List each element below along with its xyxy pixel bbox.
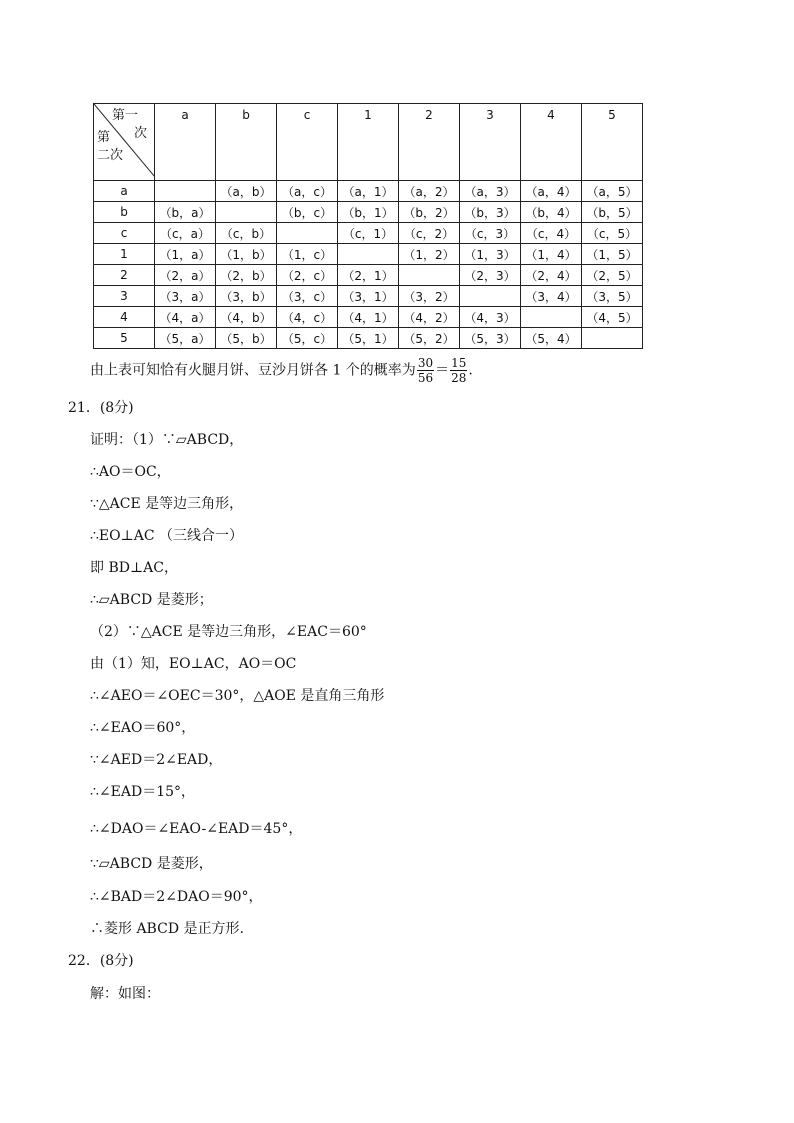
corner-label-second: 二次 <box>97 148 124 163</box>
equals-sign: ＝ <box>435 362 450 379</box>
table-cell: （b，4） <box>521 202 582 223</box>
table-row <box>94 181 643 202</box>
table-row <box>94 244 643 265</box>
column-header: c <box>277 104 338 181</box>
table-cell: （3，4） <box>521 286 582 307</box>
table-cell: （4，b） <box>216 307 277 328</box>
table-cell: （4，a） <box>155 307 216 328</box>
table-cell: （a，2） <box>399 181 460 202</box>
table-cell: （2，a） <box>155 265 216 286</box>
table-cell: （5，1） <box>338 328 399 349</box>
table-cell: （b，a） <box>155 202 216 223</box>
table-cell: （3，1） <box>338 286 399 307</box>
table-cell <box>521 307 582 328</box>
row-header: c <box>94 223 155 244</box>
column-header: 3 <box>460 104 521 181</box>
table-cell: （c，b） <box>216 223 277 244</box>
proof-line: （2）∵△ACE 是等边三角形，∠EAC＝60° <box>90 624 367 640</box>
table-corner-cell <box>94 104 155 181</box>
table-body <box>94 181 643 349</box>
table-cell: （c，5） <box>582 223 643 244</box>
table-cell: （5，c） <box>277 328 338 349</box>
table-cell: （4，5） <box>582 307 643 328</box>
table-cell: （1，a） <box>155 244 216 265</box>
table-cell: （2，4） <box>521 265 582 286</box>
proof-line: ∴∠EAO＝60°， <box>90 720 196 736</box>
proof-line: ∴∠EAD＝15°， <box>90 784 196 800</box>
table-cell: （c，4） <box>521 223 582 244</box>
table-cell: （c，a） <box>155 223 216 244</box>
table-cell: （1，5） <box>582 244 643 265</box>
table-cell: （3，b） <box>216 286 277 307</box>
row-header: 3 <box>94 286 155 307</box>
table-cell: （1，c） <box>277 244 338 265</box>
proof-line: ∴AO＝OC， <box>90 464 171 480</box>
proof-line: ∴▱ABCD 是菱形； <box>90 592 213 608</box>
table-cell: （1，b） <box>216 244 277 265</box>
proof-line: 证明：（1）∵▱ABCD， <box>90 432 244 448</box>
table-cell: （3，5） <box>582 286 643 307</box>
table-cell: （1，2） <box>399 244 460 265</box>
table-cell: （2，3） <box>460 265 521 286</box>
fraction-30-56 <box>417 356 434 385</box>
table-cell: （a，5） <box>582 181 643 202</box>
proof-line: ∴∠BAD＝2∠DAO＝90°， <box>90 889 263 905</box>
table-row <box>94 202 643 223</box>
table-cell: （c，1） <box>338 223 399 244</box>
row-header: b <box>94 202 155 223</box>
table-cell: （3，c） <box>277 286 338 307</box>
table-cell: （b，2） <box>399 202 460 223</box>
proof-line: ∴菱形 ABCD 是正方形. <box>90 921 244 937</box>
table-cell: （4，2） <box>399 307 460 328</box>
column-header: b <box>216 104 277 181</box>
question-21-heading: 21．(8分) <box>68 400 134 416</box>
fraction-numerator: 30 <box>417 356 434 370</box>
table-cell: （4，c） <box>277 307 338 328</box>
table-cell: （4，1） <box>338 307 399 328</box>
row-header: a <box>94 181 155 202</box>
question-22-heading: 22．(8分) <box>68 953 134 969</box>
row-header: 5 <box>94 328 155 349</box>
proof-line: ∵△ACE 是等边三角形， <box>90 496 244 512</box>
table-cell: （a，1） <box>338 181 399 202</box>
table-row <box>94 307 643 328</box>
table-cell: （5，2） <box>399 328 460 349</box>
table-cell: （b，5） <box>582 202 643 223</box>
proof-line: 由（1）知，EO⊥AC，AO＝OC <box>90 656 297 672</box>
conclusion-text: 由上表可知恰有火腿月饼、豆沙月饼各 1 个的概率为 <box>90 362 416 379</box>
proof-line: ∴∠AEO＝∠OEC＝30°，△AOE 是直角三角形 <box>90 688 385 704</box>
table-cell: （2，c） <box>277 265 338 286</box>
row-header: 4 <box>94 307 155 328</box>
table-cell: （3，a） <box>155 286 216 307</box>
corner-label-first: 第一 <box>112 108 139 123</box>
probability-conclusion <box>90 356 473 385</box>
table-cell: （a，4） <box>521 181 582 202</box>
table-cell: （5，b） <box>216 328 277 349</box>
outcome-table <box>93 103 643 349</box>
column-header: 1 <box>338 104 399 181</box>
table-cell <box>582 328 643 349</box>
table-row <box>94 265 643 286</box>
table-cell: （5，3） <box>460 328 521 349</box>
corner-label-ci: 次 <box>134 126 148 141</box>
table-cell <box>399 265 460 286</box>
fraction-15-28 <box>450 356 467 385</box>
proof-line: ∵▱ABCD 是菱形， <box>90 856 213 872</box>
table-cell: （b，3） <box>460 202 521 223</box>
table-cell: （1，4） <box>521 244 582 265</box>
corner-label-di: 第 <box>97 130 111 145</box>
column-header: 4 <box>521 104 582 181</box>
table-cell: （5，4） <box>521 328 582 349</box>
table-cell <box>216 202 277 223</box>
row-header: 1 <box>94 244 155 265</box>
row-header: 2 <box>94 265 155 286</box>
column-header: 5 <box>582 104 643 181</box>
table-row <box>94 286 643 307</box>
table-cell: （a，b） <box>216 181 277 202</box>
proof-line: 即 BD⊥AC， <box>90 560 178 576</box>
proof-line: ∴∠DAO＝∠EAO-∠EAD＝45°， <box>90 821 303 837</box>
table-cell <box>460 286 521 307</box>
table-row <box>94 328 643 349</box>
table-cell: （1，3） <box>460 244 521 265</box>
table-cell: （a，3） <box>460 181 521 202</box>
table-cell: （a，c） <box>277 181 338 202</box>
conclusion-period: . <box>468 362 473 379</box>
table-cell: （c，3） <box>460 223 521 244</box>
table-header-row <box>94 104 643 181</box>
table-cell <box>155 181 216 202</box>
column-header: 2 <box>399 104 460 181</box>
fraction-denominator: 56 <box>417 371 434 385</box>
table-cell <box>277 223 338 244</box>
table-cell: （2，1） <box>338 265 399 286</box>
proof-line: ∵∠AED＝2∠EAD， <box>90 752 223 768</box>
table-cell: （b，1） <box>338 202 399 223</box>
proof-line: ∴EO⊥AC （三线合一） <box>90 528 244 544</box>
table-row <box>94 223 643 244</box>
table-cell: （5，a） <box>155 328 216 349</box>
fraction-numerator: 15 <box>451 356 467 370</box>
table-cell: （c，2） <box>399 223 460 244</box>
table-cell: （2，b） <box>216 265 277 286</box>
solution-line: 解：如图： <box>90 986 160 1002</box>
column-header: a <box>155 104 216 181</box>
table-cell <box>338 244 399 265</box>
fraction-denominator: 28 <box>451 371 467 385</box>
table-cell: （3，2） <box>399 286 460 307</box>
table-cell: （b，c） <box>277 202 338 223</box>
table-cell: （2，5） <box>582 265 643 286</box>
table-cell: （4，3） <box>460 307 521 328</box>
